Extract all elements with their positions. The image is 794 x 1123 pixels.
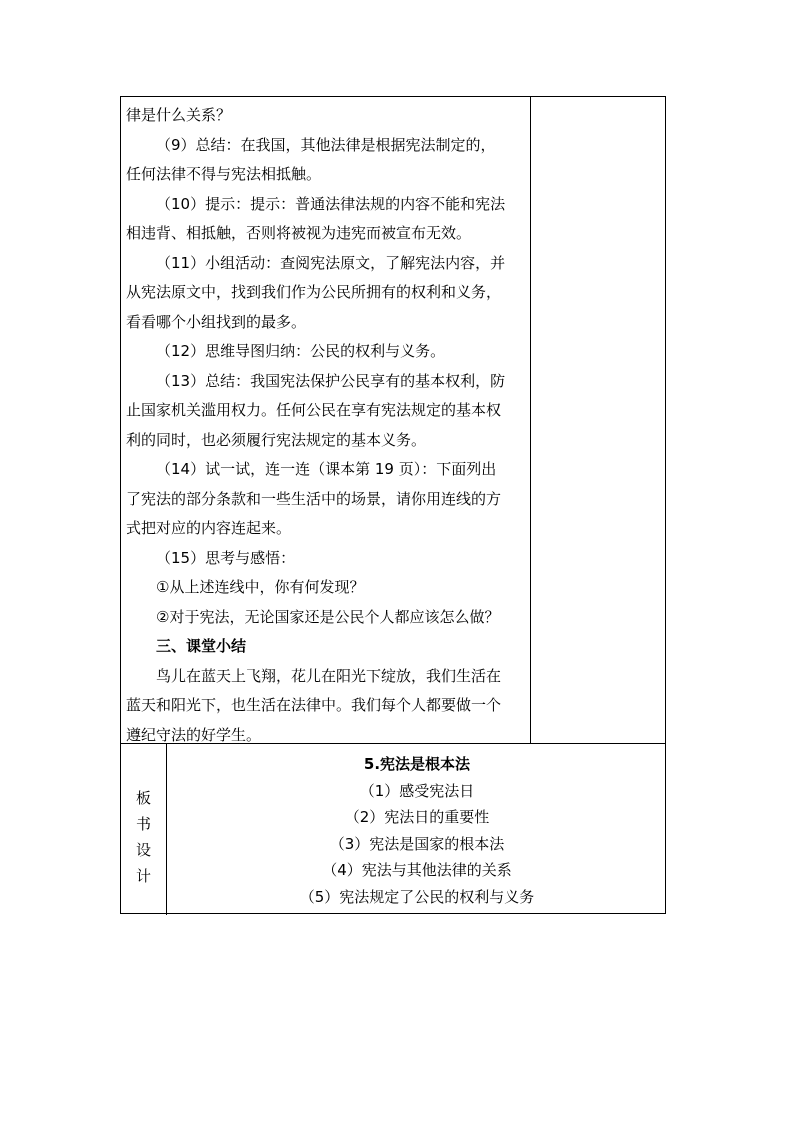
column-divider	[530, 97, 531, 743]
label-char: 计	[135, 867, 151, 885]
lesson-line: （11）小组活动：查阅宪法原文，了解宪法内容，并	[156, 253, 506, 272]
lesson-line: 律是什么关系？	[126, 106, 232, 124]
lesson-line: 利的同时，也必须履行宪法规定的基本义务。	[126, 430, 427, 449]
lesson-line: 鸟儿在蓝天上飞翔，花儿在阳光下绽放，我们生活在	[156, 666, 502, 685]
lesson-line: ①从上述连线中，你有何发现？	[156, 578, 365, 596]
lesson-table	[120, 96, 666, 914]
board-item: （3）宪法是国家的根本法	[329, 835, 505, 853]
board-item: （4）宪法与其他法律的关系	[322, 861, 512, 879]
board-item: （1）感受宪法日	[359, 782, 475, 800]
board-title: 5.宪法是根本法	[363, 755, 471, 773]
lesson-line: 看看哪个小组找到的最多。	[126, 312, 307, 331]
lesson-line: 了宪法的部分条款和一些生活中的场景，请你用连线的方	[126, 489, 502, 508]
label-char: 板	[135, 789, 151, 807]
label-char: 书	[135, 815, 151, 833]
lesson-line: 相违背、相抵触，否则将被视为违宪而被宣布无效。	[126, 224, 472, 242]
lesson-line: （14）试一试，连一连（课本第 19 页）：下面列出	[156, 460, 497, 478]
lesson-process-cell	[126, 101, 528, 750]
lesson-line: 蓝天和阳光下，也生活在法律中。我们每个人都要做一个	[126, 696, 502, 714]
lesson-line: ②对于宪法，无论国家还是公民个人都应该怎么做？	[156, 607, 500, 626]
board-item: （2）宪法日的重要性	[344, 808, 490, 826]
lesson-line: 式把对应的内容连起来。	[126, 519, 292, 537]
lesson-line: （15）思考与感悟：	[156, 548, 296, 567]
lesson-line: 从宪法原文中，找到我们作为公民所拥有的权利和义务，	[126, 283, 502, 301]
lesson-line: 任何法律不得与宪法相抵触。	[126, 165, 322, 183]
lesson-line: （10）提示：提示：普通法律法规的内容不能和宪法	[156, 194, 506, 213]
section-heading: 三、课堂小结	[156, 637, 247, 655]
board-item: （5）宪法规定了公民的权利与义务	[299, 888, 535, 906]
label-char: 设	[135, 841, 151, 859]
lesson-line: （12）思维导图归纳：公民的权利与义务。	[156, 342, 446, 360]
lesson-line: 止国家机关滥用权力。任何公民在享有宪法规定的基本权	[126, 401, 502, 419]
board-design-label	[121, 743, 166, 915]
lesson-line: （9）总结：在我国，其他法律是根据宪法制定的，	[156, 135, 496, 154]
board-design-cell	[167, 743, 667, 915]
lesson-line: 遵纪守法的好学生。	[126, 725, 262, 744]
lesson-line: （13）总结：我国宪法保护公民享有的基本权利，防	[156, 371, 506, 390]
